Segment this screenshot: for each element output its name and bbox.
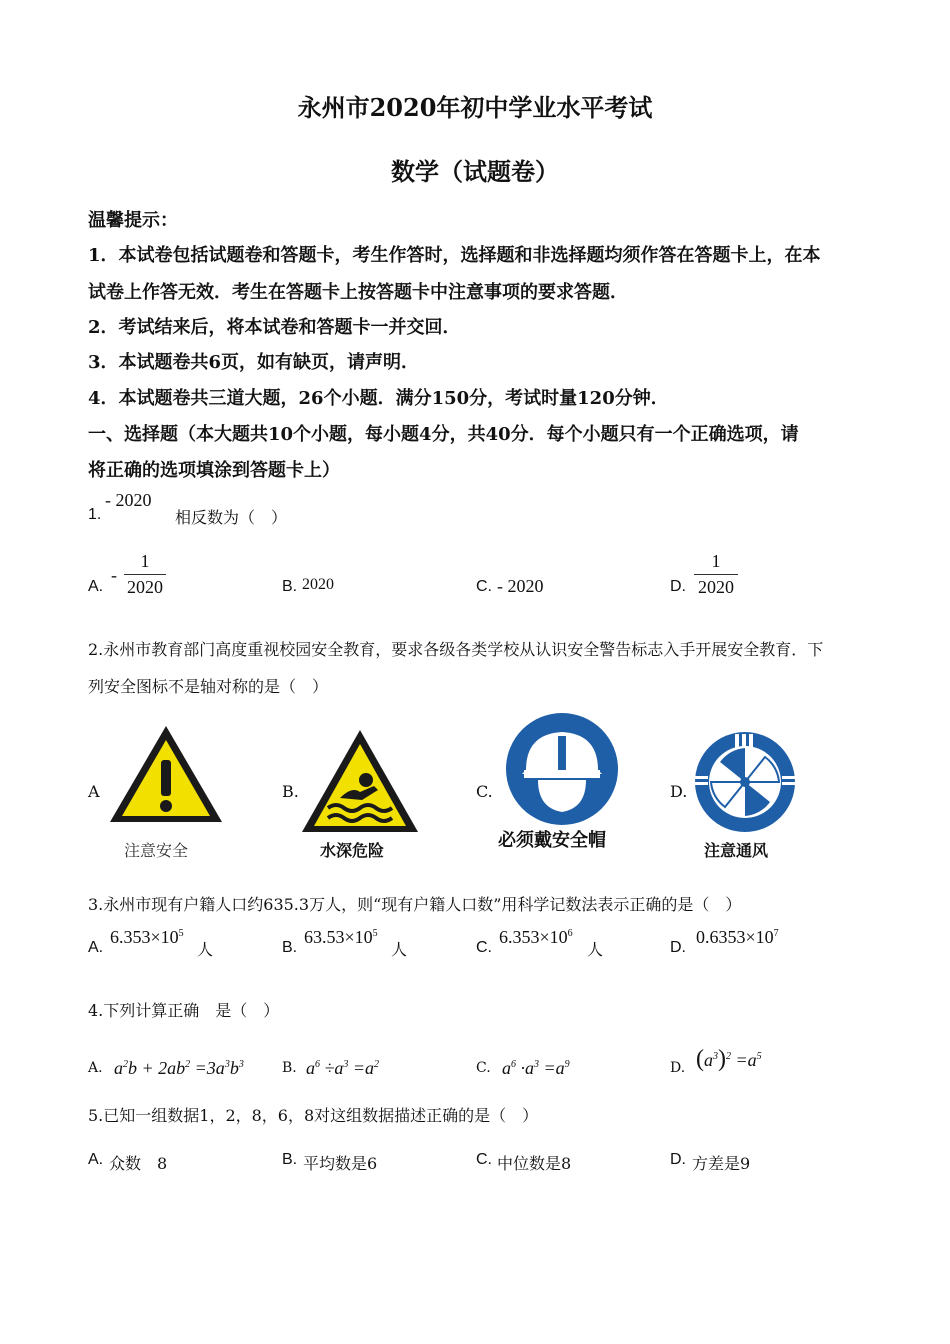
q5-text: 5.已知一组数据1，2，8，6，8对这组数据描述正确的是（ ） [88,1106,539,1125]
q5-option-b-text: 平均数是6 [303,1154,378,1173]
q5-option-a-text: 众数 8 [109,1154,168,1173]
q3-option-a-exponent: 5 [178,928,184,939]
q2-option-c-caption: 必须戴安全帽 [498,830,606,851]
q4-option-b-formula: $a^6 \div a^3 =a^2$ [306,1058,380,1078]
q3-option-b-exponent: 5 [372,928,378,939]
q4-option-d-formula: $(a^3)^2 =a^5$ [696,1046,762,1072]
section1-heading: 一、选择题（本大题共10个小题，每小题4分，共40分．每个小题只有一个正确选项，请 [88,424,799,445]
tip-4: 4．本试题卷共三道大题，26个小题．满分150分，考试时量120分钟． [88,388,669,409]
q3-option-d-label: D. [670,939,686,956]
q5-option-b-label: B. [282,1151,298,1168]
q3-option-b-unit: 人 [391,940,408,959]
q1-option-a-fraction [124,551,166,598]
q1-option-d-label: D. [670,578,686,595]
q2-option-d-caption: 注意通风 [704,841,769,860]
q5-option-a-label: A. [88,1151,104,1168]
q4-option-c-formula: $a^6 \cdot a^3 =a^9$ [502,1058,570,1078]
q1-option-a-denominator: 2020 [127,577,163,597]
warning-triangle-icon [106,722,226,828]
q5-option-c-label: C. [476,1151,492,1168]
q3-option-c-base: 6.353×10 [499,927,568,947]
q2-text-line1: 2.永州市教育部门高度重视校园安全教育，要求各级各类学校从认识安全警告标志入手开展安全教育．下 [88,640,824,659]
q3-option-c-value [499,927,573,948]
q1-option-a-sign: - [111,565,117,585]
q1-option-a-label: A. [88,578,104,595]
q3-option-c-label: C. [476,939,492,956]
q1-option-b-label: B. [282,578,298,595]
tip-3: 3．本试题卷共6页，如有缺页，请声明． [88,352,420,373]
q2-option-d-label: D. [670,782,688,801]
q2-option-a-caption: 注意安全 [124,841,189,860]
q3-option-a-label: A. [88,939,104,956]
q1-option-b-value: 2020 [302,576,334,593]
q1-text: 相反数为（ ） [175,508,288,527]
q4-option-a-label: A. [88,1060,103,1076]
exam-subtitle: 数学（试题卷） [391,157,559,186]
q5-option-d-text: 方差是9 [692,1154,751,1173]
q3-option-b-base: 63.53×10 [304,927,373,947]
q3-option-d-base: 0.6353×10 [696,927,774,947]
q3-option-b-label: B. [282,939,298,956]
q3-option-b-value [304,927,378,948]
q5-option-d-label: D. [670,1151,686,1168]
q3-option-c-exponent: 6 [567,928,573,939]
q1-expression: - 2020 [105,490,152,510]
q5-option-c-text: 中位数是8 [497,1154,572,1173]
fraction-bar [124,574,166,575]
ventilation-icon [690,732,800,832]
exam-title: 永州市2020年初中学业水平考试 [297,93,653,122]
q1-option-c-value: - 2020 [497,576,544,596]
q1-option-d-fraction [694,551,738,598]
q3-option-a-value [110,927,184,948]
tip-1b: 试卷上作答无效．考生在答题卡上按答题卡中注意事项的要求答题． [88,282,628,303]
section1-heading-cont: 将正确的选项填涂到答题卡上） [88,460,340,481]
q1-option-d-denominator: 2020 [698,577,734,597]
q2-option-c-label: C. [476,782,493,801]
safety-helmet-icon [502,712,622,826]
q1-number: 1. [88,506,102,523]
q1-option-d-numerator: 1 [711,551,721,571]
tip-2: 2．考试结来后，将本试卷和答题卡一并交回． [88,317,461,338]
q1-option-a-numerator: 1 [140,551,150,571]
q3-text: 3.永州市现有户籍人口约635.3万人，则“现有户籍人口数”用科学记数法表示正确的是（ ） [88,895,742,914]
q4-option-a-formula: $a^2b + 2ab^2 =3a^3b^3$ [114,1058,244,1078]
q4-text: 4.下列计算正确 是（ ） [88,1001,280,1020]
q3-option-a-unit: 人 [197,940,214,959]
deep-water-icon [300,728,420,836]
q3-option-d-value [696,927,779,948]
tip-1a: 1．本试卷包括试题卷和答题卡，考生作答时，选择题和非选择题均须作答在答题卡上，在本 [88,245,821,266]
q3-option-c-unit: 人 [587,940,604,959]
fraction-bar [694,574,738,575]
q2-text-line2: 列安全图标不是轴对称的是（ ） [88,677,329,696]
q4-option-c-label: C. [476,1060,491,1076]
q1-option-c-label: C. [476,578,492,595]
q2-option-a-label: A [88,782,100,801]
tips-heading: 温馨提示： [88,210,178,231]
q3-option-a-base: 6.353×10 [110,927,179,947]
q2-option-b-caption: 水深危险 [320,841,385,860]
q2-option-b-label: B. [282,782,299,801]
q4-option-d-label: D. [670,1060,686,1076]
q3-option-d-exponent: 7 [773,928,779,939]
q4-option-b-label: B. [282,1060,297,1076]
